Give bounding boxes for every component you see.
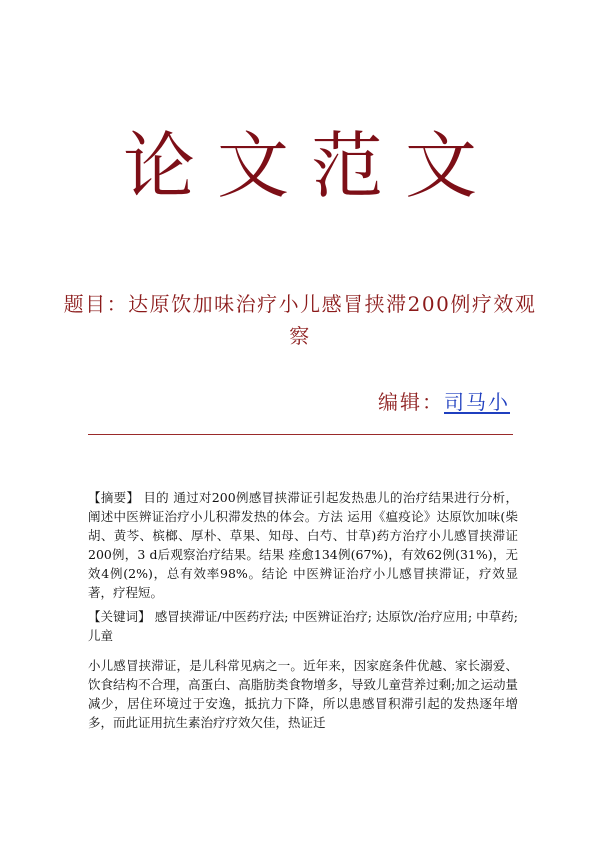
editor-line <box>378 386 510 415</box>
document-big-title: 论文范文 <box>122 124 499 208</box>
editor-label: 编辑： <box>378 390 444 414</box>
keywords-label: 【关键词】 <box>88 609 151 624</box>
keywords-paragraph <box>88 607 518 645</box>
abstract-paragraph <box>88 488 518 602</box>
keywords-text: 感冒挟滞证/中医药疗法; 中医辨证治疗; 达原饮/治疗应用; 中草药; 儿童 <box>88 609 518 643</box>
header-divider <box>88 434 513 435</box>
intro-paragraph: 小儿感冒挟滞证，是儿科常见病之一。近年来，因家庭条件优越、家长溺爱、饮食结构不合理，高蛋白、高脂肪类食物增多，导致儿童营养过剩;加之运动量减少，居住环境过于安逸，抵抗力下降，所以患感冒积滞引起的发热逐年增多，而此证用抗生素治疗疗效欠佳，热证迁 <box>88 658 518 730</box>
editor-name-link[interactable]: 司马小 <box>444 390 510 414</box>
paper-subject-title: 题目：达原饮加味治疗小儿感冒挟滞200例疗效观察 <box>63 292 537 348</box>
abstract-text: 目的 通过对200例感冒挟滞证引起发热患儿的治疗结果进行分析，阐述中医辨证治疗小儿积滞发热的体会。方法 运用《瘟疫论》达原饮加味(柴胡、黄芩、槟榔、厚朴、草果、知母、白芍、甘草)药方治疗小儿感冒挟滞证200例，3 d后观察治疗结果。结果 痊愈134例(67%)，有效62例(31%)，无效4例(2%)，总有效率98%。结论 中医辨证治疗小儿感冒挟滞证，疗效显著，疗程短。 <box>88 490 518 600</box>
abstract-label: 【摘要】 <box>88 490 140 505</box>
